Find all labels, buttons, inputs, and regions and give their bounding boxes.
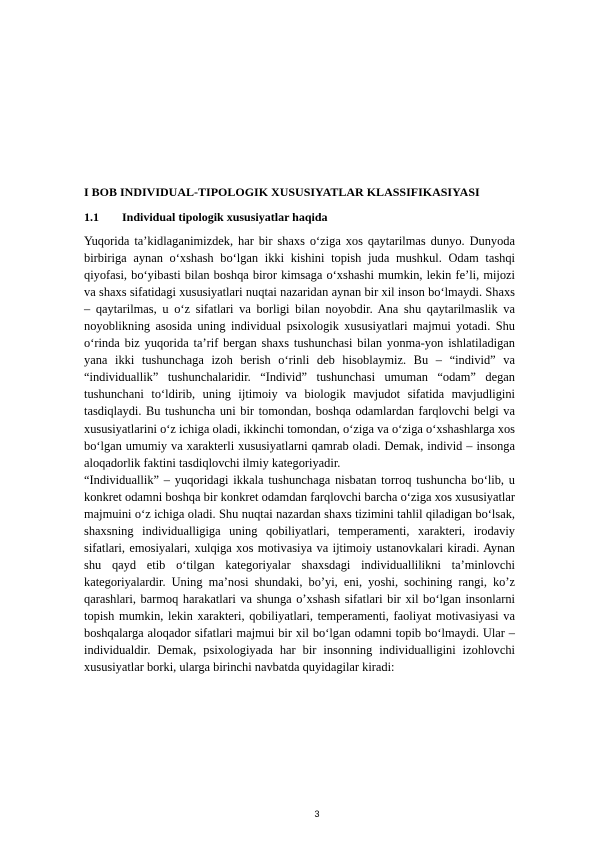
paragraph: Yuqorida ta’kidlaganimizdek, har bir shaxs o‘ziga xos qaytarilmas dunyo. Dunyoda birbiriga aynan o‘xshash bo‘lgan ikki kishini topish juda mushkul. Odam tashqi qiyofasi, bo‘yibasti bilan boshqa biror kimsaga o‘xshashi mumkin, lekin fe’li, mijozi va shaxs sifatidagi xususiyatlari nuqtai nazaridan aynan bir xil inson bo‘lmaydi. Shaxs – qaytarilmas, u o‘z sifatlari va borligi bilan noyobdir. Ana shu qaytarilmaslik va noyoblikning asosida uning individual psixologik xususiyatlari majmui yotadi. Shu o‘rinda biz yuqorida ta’rif bergan shaxs tushunchasi bilan yonma-yon ishlatiladigan yana ikki tushunchaga izoh berish o‘rinli deb hisoblaymiz. Bu – “individ” va “individuallik” tushunchalaridir. “Individ” tushunchasi umuman “odam” degan tushunchani to‘ldirib, uning ijtimoiy va biologik mavjudot sifatida mavjudligini tasdiqlaydi. Bu tushuncha uni bir tomondan, boshqa odamlardan farqlovchi belgi va xususiyatlarini o‘z ichiga oladi, ikkinchi tomondan, o‘ziga va o‘ziga o‘xshashlarga xos bo‘lgan umumiy va xarakterli xususiyatlarni qamrab oladi. Demak, individ – insonga aloqadorlik faktini tasdiqlovchi ilmiy kategoriyadir. xyxy=(84,234,515,470)
body-text xyxy=(84,233,515,676)
paragraph: “Individuallik” – yuqoridagi ikkala tushunchaga nisbatan torroq tushuncha bo‘lib, u konkret odamni boshqa bir konkret odamdan farqlovchi barcha o‘ziga xos xususiyatlar majmuini o‘z ichiga oladi. Shu nuqtai nazardan shaxs tizimini tahlil qiladigan bo‘lsak, shaxsning individualligiga uning qobiliyatlari, temperamenti, xarakteri, irodaviy sifatlari, emosiyalari, xulqiga xos motivasiya va ijtimoiy ustanovkalari kiradi. Aynan shu qayd etib o‘tilgan kategoriyalar shaxsdagi individuallilikni ta’minlovchi kategoriyalardir. Uning ma’nosi shundaki, bo’yi, eni, yoshi, sochining rangi, ko’z qarashlari, barmoq harakatlari va shunga o’xshash sifatlari bir xil bo‘lgan insonlarni topish mumkin, lekin xarakteri, qobiliyatlari, temperamenti, faoliyat motivasiyasi va boshqalarga aloqador sifatlari majmui bir xil bo‘lgan odamni topib bo‘lmaydi. Ular – individualdir. Demak, psixologiyada har bir insonning individualligini izohlovchi xususiyatlar borki, ularga birinchi navbatda quyidagilar kiradi: xyxy=(84,472,515,675)
section-title: Individual tipologik xususiyatlar haqida xyxy=(122,210,328,224)
section-number: 1.1 xyxy=(84,210,99,224)
chapter-title: I BOB INDIVIDUAL-TIPOLOGIK XUSUSIYATLAR KLASSIFIKASIYASI xyxy=(84,185,480,199)
page-number: 3 xyxy=(314,809,320,819)
section-heading xyxy=(84,209,514,225)
